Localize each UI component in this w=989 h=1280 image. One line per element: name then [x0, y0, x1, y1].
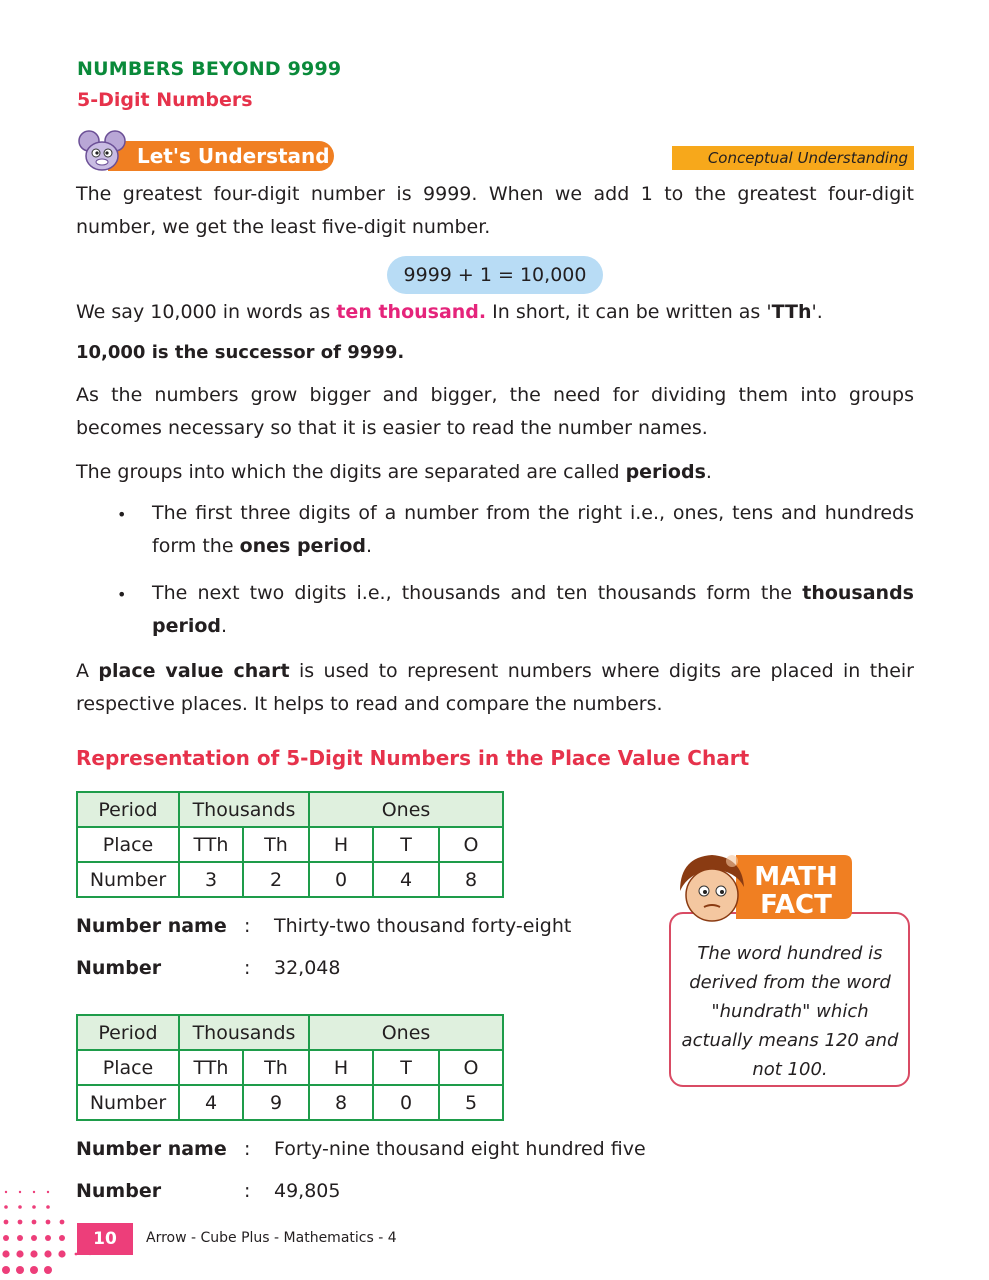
- equation-bubble: 9999 + 1 = 10,000: [387, 256, 603, 294]
- periods-term: periods: [625, 461, 706, 483]
- period-label: Period: [77, 792, 179, 827]
- grouping-paragraph: As the numbers grow bigger and bigger, the need for dividing them into groups becomes necessary so that it is easier to read the number names.: [76, 384, 914, 439]
- bullet-ones-period: The first three digits of a number from the right i.e., ones, tens and hundreds form the ones period.: [152, 502, 914, 557]
- ten-thousand-paragraph: We say 10,000 in words as ten thousand. In short, it can be written as 'TTh'.: [76, 301, 823, 323]
- number-row-1: Number : 32,048: [76, 957, 341, 979]
- place-label: Place: [77, 827, 179, 862]
- ten-thousand-highlight: ten thousand.: [336, 301, 487, 323]
- number-row-2: Number : 49,805: [76, 1180, 341, 1202]
- conceptual-understanding-tag: Conceptual Understanding: [672, 146, 914, 170]
- book-title: Arrow - Cube Plus - Mathematics - 4: [146, 1230, 397, 1246]
- intro-paragraph: The greatest four-digit number is 9999. When we add 1 to the greatest four-digit number, we get the least five-digit number.: [76, 183, 914, 238]
- bullet-thousands-period: The next two digits i.e., thousands and ten thousands form the thousands period.: [152, 582, 914, 637]
- place-label: Place: [77, 1050, 179, 1085]
- bullet-dot: •: [117, 505, 127, 524]
- place-cell: O: [439, 1050, 503, 1085]
- number-label: Number: [77, 1085, 179, 1120]
- math-fact-badge: [676, 851, 856, 926]
- number-label: Number: [77, 862, 179, 897]
- tth-abbreviation: TTh: [771, 301, 812, 323]
- digit-cell: 5: [439, 1085, 503, 1120]
- number-name-row-1: Number name : Thirty-two thousand forty-eight: [76, 915, 572, 937]
- digit-cell: 0: [373, 1085, 439, 1120]
- digit-cell: 0: [309, 862, 373, 897]
- place-cell: TTh: [179, 827, 243, 862]
- chapter-title: NUMBERS BEYOND 9999: [77, 58, 342, 80]
- thinking-girl-icon: [680, 855, 744, 921]
- digit-cell: 4: [373, 862, 439, 897]
- place-cell: T: [373, 1050, 439, 1085]
- period-label: Period: [77, 1015, 179, 1050]
- chapter-subtitle: 5-Digit Numbers: [77, 89, 253, 111]
- digit-cell: 4: [179, 1085, 243, 1120]
- digit-cell: 2: [243, 862, 309, 897]
- successor-statement: 10,000 is the successor of 9999.: [76, 342, 405, 363]
- math-fact-text: The word hundred is derived from the word "hundrath" which actually means 120 and not 100.: [681, 943, 899, 1080]
- thousands-period-header: Thousands: [179, 792, 309, 827]
- digit-cell: 9: [243, 1085, 309, 1120]
- place-cell: Th: [243, 1050, 309, 1085]
- place-cell: H: [309, 827, 373, 862]
- digit-cell: 8: [309, 1085, 373, 1120]
- math-fact-line1: MATH: [754, 862, 838, 892]
- digit-cell: 8: [439, 862, 503, 897]
- place-value-table-2: [76, 1014, 504, 1121]
- bullet-dot: •: [117, 585, 127, 604]
- digit-cell: 3: [179, 862, 243, 897]
- math-fact-line2: FACT: [760, 890, 832, 920]
- place-value-paragraph: A place value chart is used to represent numbers where digits are placed in their respective places. It helps to read and compare the numbers.: [76, 660, 914, 715]
- place-cell: TTh: [179, 1050, 243, 1085]
- representation-heading: Representation of 5-Digit Numbers in the Place Value Chart: [76, 746, 750, 770]
- place-value-table-1: [76, 791, 504, 898]
- place-cell: O: [439, 827, 503, 862]
- periods-paragraph: The groups into which the digits are separated are called periods.: [76, 461, 712, 483]
- number-name-row-2: Number name : Forty-nine thousand eight hundred five: [76, 1138, 646, 1160]
- place-cell: T: [373, 827, 439, 862]
- ones-period-header: Ones: [309, 792, 503, 827]
- thousands-period-header: Thousands: [179, 1015, 309, 1050]
- place-cell: H: [309, 1050, 373, 1085]
- ones-period-header: Ones: [309, 1015, 503, 1050]
- place-cell: Th: [243, 827, 309, 862]
- mouse-mascot-icon: [78, 128, 126, 176]
- page-number: 10: [77, 1223, 133, 1255]
- lets-understand-badge: Let's Understand: [108, 141, 334, 171]
